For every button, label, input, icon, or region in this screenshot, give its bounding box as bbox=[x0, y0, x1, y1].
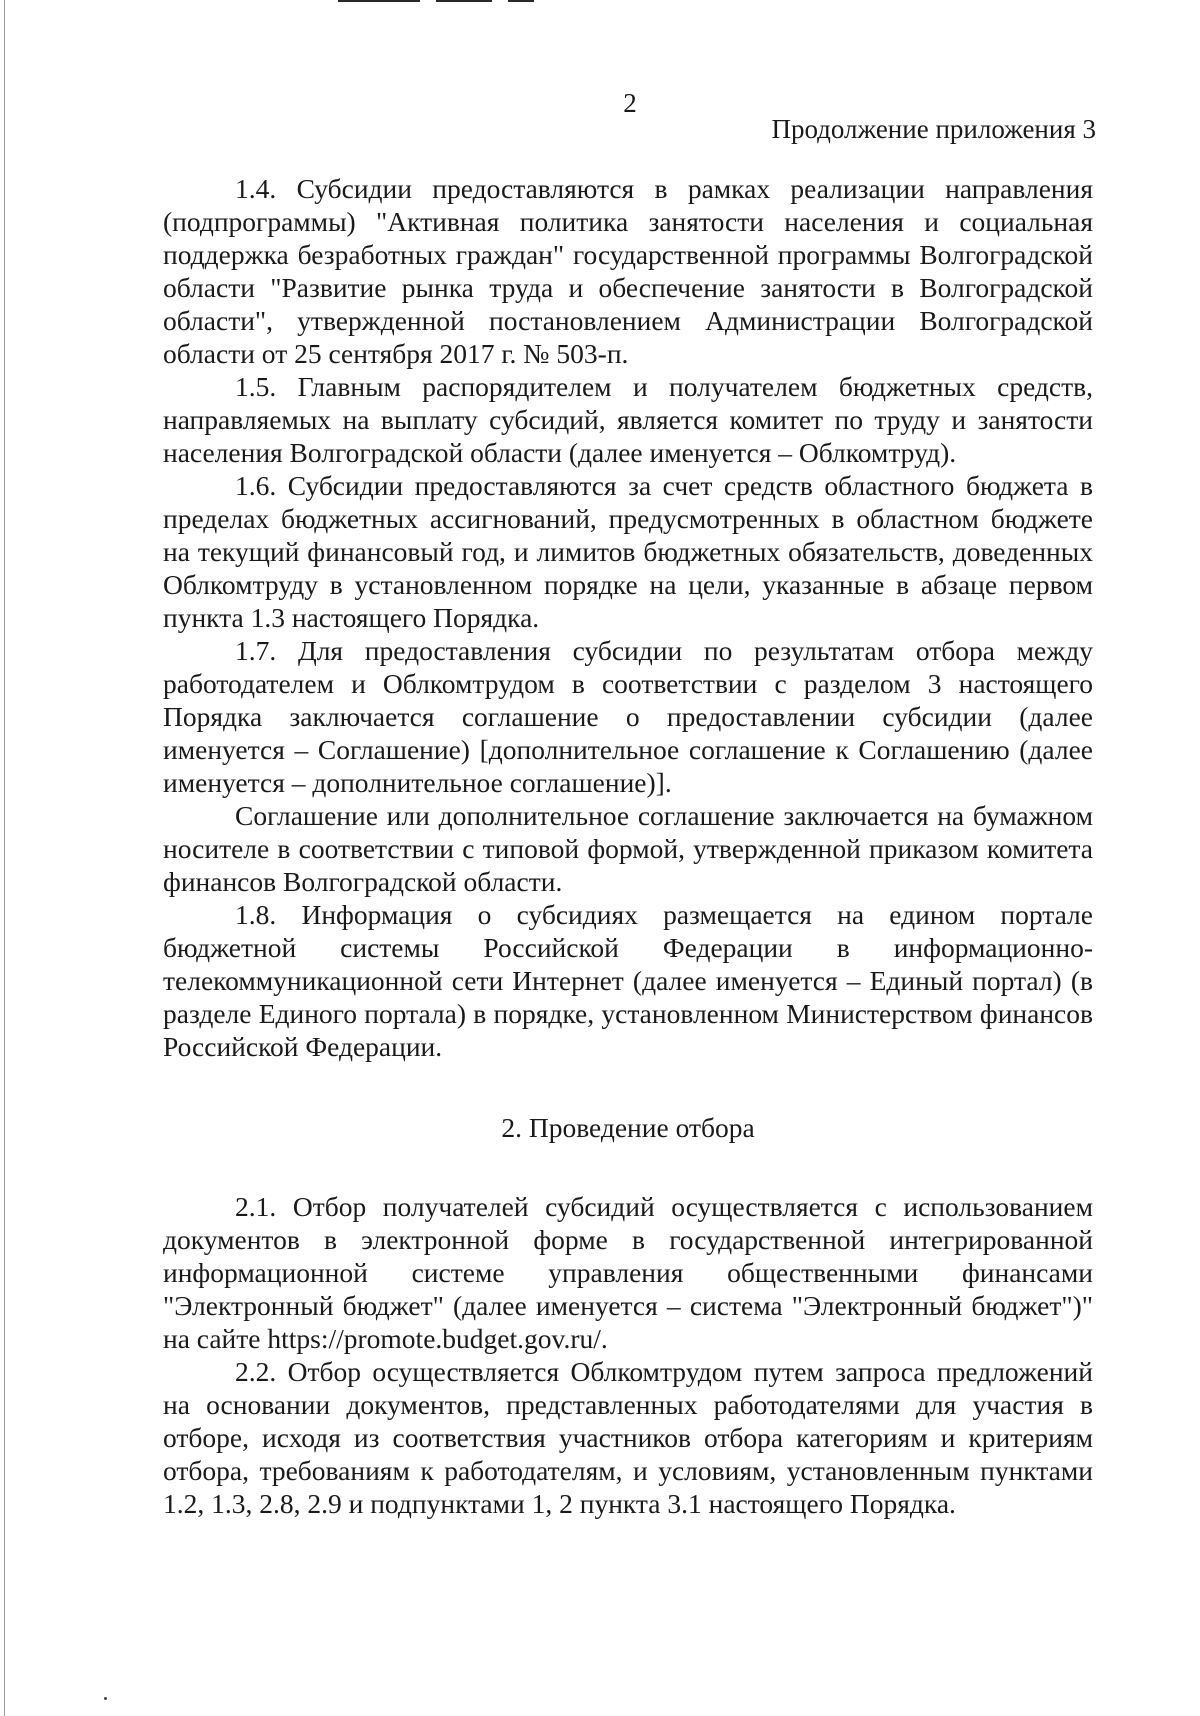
section-title: 2. Проведение отбора bbox=[501, 1112, 755, 1143]
paragraph-agreement: Соглашение или дополнительное соглашение заключается на бумажном носителе в соответствии с типовой формой, утвержденной приказом комитета финансов Волгоградской области. bbox=[163, 800, 1093, 897]
paragraph-1-7: 1.7. Для предоставления субсидии по результатам отбора между работодателем и Облкомтрудом в соответствии с разделом 3 настоящего Порядка заключается соглашение о предоставлении субсидии (далее именуется – Соглашение) [дополнительное соглашение к Соглашению (далее именуется – дополнительное соглашение)]. bbox=[163, 635, 1093, 798]
paragraph-1-6: 1.6. Субсидии предоставляются за счет средств областного бюджета в пределах бюджетных ассигнований, предусмотренных в областном бюджете на текущий финансовый год, и лимитов бюджетных обязательств, доведенных Облкомтруду в установленном порядке на цели, указанные в абзаце первом пункта 1.3 настоящего Порядка. bbox=[163, 470, 1093, 633]
scan-edge-mark bbox=[338, 0, 420, 2]
scan-edge-mark bbox=[436, 0, 492, 2]
scan-edge-mark bbox=[508, 0, 534, 2]
scan-left-edge bbox=[4, 0, 5, 1716]
paragraph-1-8: 1.8. Информация о субсидиях размещается на едином портале бюджетной системы Российской Федерации в информационно-телекоммуникационной сети Интернет (далее именуется – Единый портал) (в разделе Единого портала) в порядке, установленном Министерством финансов Российской Федерации. bbox=[163, 899, 1093, 1062]
appendix-continuation-note: Продолжение приложения 3 bbox=[771, 114, 1096, 144]
page-number: 2 bbox=[623, 88, 637, 118]
paragraph-2-2: 2.2. Отбор осуществляется Облкомтрудом путем запроса предложений на основании документов, представленных работодателями для участия в отборе, исходя из соответствия участников отбора категориям и критериям отбора, требованиям к работодателям, и условиям, установленным пунктами 1.2, 1.3, 2.8, 2.9 и подпунктами 1, 2 пункта 3.1 настоящего Порядка. bbox=[163, 1356, 1093, 1519]
paragraph-2-1: 2.1. Отбор получателей субсидий осуществляется с использованием документов в электронной форме в государственной интегрированной информационной системе управления общественными финансами "Электронный бюджет" (далее именуется – система "Электронный бюджет")" на сайте https://promote.budget.gov.ru/. bbox=[163, 1191, 1093, 1354]
paragraph-1-4: 1.4. Субсидии предоставляются в рамках реализации направления (подпрограммы) "Активная политика занятости населения и социальная поддержка безработных граждан" государственной программы Волгоградской области "Развитие рынка труда и обеспечение занятости в Волгоградской области", утвержденной постановлением Администрации Волгоградской области от 25 сентября 2017 г. № 503-п. bbox=[163, 173, 1093, 369]
document-body bbox=[163, 172, 1093, 1520]
scan-speck bbox=[104, 1697, 107, 1700]
paragraph-1-5: 1.5. Главным распорядителем и получателем бюджетных средств, направляемых на выплату субсидий, является комитет по труду и занятости населения Волгоградской области (далее именуется – Облкомтруд). bbox=[163, 371, 1093, 468]
